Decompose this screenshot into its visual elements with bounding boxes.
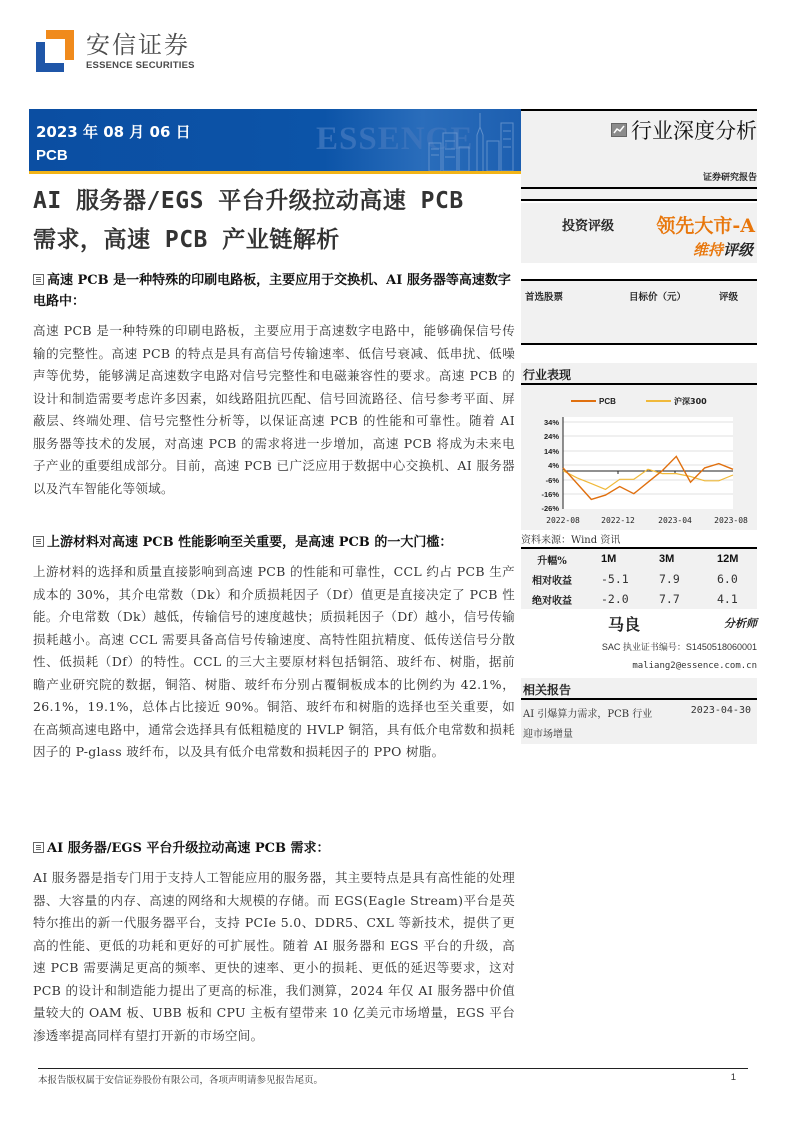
related-reports-heading: 相关报告 [521,678,757,700]
list-icon [33,842,44,853]
footer-disclaimer: 本报告版权属于安信证券股份有限公司，各项声明请参见报告尾页。 [38,1075,324,1086]
related-report-title-cont[interactable]: 迎市场增量 [523,729,573,740]
page-footer [38,1068,748,1086]
list-icon [33,536,44,547]
svg-text:14%: 14% [543,447,559,456]
section-heading: 高速 PCB 是一种特殊的印刷电路板，主要应用于交换机、AI 服务器等高速数字电路中： [33,273,511,309]
performance-heading: 行业表现 [521,363,757,385]
section-heading: AI 服务器/EGS 平台升级拉动高速 PCB 需求： [33,838,515,859]
logo-mark-icon [36,30,74,72]
svg-text:-26%: -26% [541,504,559,513]
analyst-role: 分析师 [724,617,757,630]
report-sector: PCB [36,147,68,164]
section-body: 上游材料的选择和质量直接影响到高速 PCB 的性能和可靠性，CCL 约占 PCB 生产成本的 30%，其介电常数（Dk）和介质损耗因子（Df）值更是直接决定了 PCB 性能。介电常数（Dk）越低，传输信号的速度越快；质损耗因子（Df）越小，信号传输损耗越小。高速 CCL 需要具备高信号传输速度、高特性阻抗精度、低传送信号分散性、低损耗（Df）的特性。CCL 的三大主要原材料包括铜箔、玻纤布、树脂，据前瞻产业研究院的数据，铜箔、树脂、玻纤布分别占覆铜板成本的比例约为 42.1%，26.1%，19.1%，总体占比接近 90%。铜箔、玻纤布和树脂的选择也至关重要，如在高频高速电路中，通常会选择具有低粗糙度的 HVLP 铜箔，具有低介电常数和损耗因子的 P-glass 玻纤布，以及具有低介电常数和损耗因子的 PPO 树脂。 [33,564,515,759]
performance-table [521,547,757,609]
stock-picks-table [521,279,757,345]
logo-name-cn: 安信证券 [86,30,190,59]
section-2 [33,532,515,764]
section-1 [33,270,515,500]
header-divider [521,189,757,201]
table-row: 相对收益 -5.1 7.9 6.0 [532,572,738,587]
col-target-price: 目标价（元） [629,292,687,303]
line-chart-icon [611,123,627,137]
rating-maintain: 维持评级 [692,241,753,259]
list-icon [33,274,44,285]
report-date: 2023 年 08 月 06 日 [36,123,191,141]
section-heading: 上游材料对高速 PCB 性能影响至关重要，是高速 PCB 的一大门槛： [33,532,515,553]
related-report-title[interactable]: AI 引爆算力需求，PCB 行业 [523,709,653,720]
performance-chart [521,385,757,530]
table-row: 绝对收益 -2.0 7.7 4.1 [532,592,738,607]
related-report-date: 2023-04-30 [690,705,751,716]
page-number: 1 [730,1072,736,1083]
svg-text:-16%: -16% [541,490,559,499]
col-rating: 评级 [719,292,739,303]
svg-text:4%: 4% [548,461,559,470]
table-header-row: 升幅% 1M 3M 12M [537,553,739,567]
logo-name-en: ESSENCE SECURITIES [86,59,195,71]
analyst-sac: SAC 执业证书编号：S1450518060001 [601,642,757,652]
rating-label: 投资评级 [562,219,615,234]
chart-source: 资料来源：Wind 资讯 [521,535,621,546]
svg-text:34%: 34% [543,418,559,427]
related-report-item[interactable] [521,700,757,744]
page-title: AI 服务器/EGS 平台升级拉动高速 PCB 需求，高速 PCB 产业链解析 [33,188,464,253]
svg-text:2022-08: 2022-08 [546,516,580,525]
rating-panel [521,203,757,263]
company-logo [36,30,195,72]
report-type: 行业深度分析 [631,119,757,143]
rating-value: 领先大市-A [656,215,755,237]
svg-text:2023-04: 2023-04 [658,516,692,525]
svg-text:2023-08: 2023-08 [714,516,748,525]
section-body: AI 服务器是指专门用于支持人工智能应用的服务器，其主要特点是具有高性能的处理器、大容量的内存、高速的网络和大规模的存储。而 EGS(Eagle Stream)平台是英特尔推出的新一代服务器平台，支持 PCIe 5.0、DDR5、CXL 等新技术，提供了更高的性能、更低的功耗和更好的可扩展性。随着 AI 服务器和 EGS 平台的升级，高速 PCB 需要满足更高的频率、更快的速率、更小的损耗、更低的延迟等要求，这对 PCB 的设计和制造能力提出了更高的标准，我们测算，2024 年仅 AI 服务器中价值量较大的 OAM 板、UBB 板和 CPU 主板有望带来 10 亿美元市场增量，EGS 平台渗透率提高同样有望打开新的市场空间。 [33,870,515,1043]
svg-text:24%: 24% [543,432,559,441]
analyst-email[interactable]: maliang2@essence.com.cn [632,661,757,671]
legend-hs300: 沪深300 [674,397,707,406]
report-subtitle: 证券研究报告 [521,167,757,189]
header-banner [29,109,521,174]
banner-watermark: ESSENCE [316,121,474,157]
analyst-name: 马良 [608,615,641,634]
svg-text:-6%: -6% [545,476,559,485]
col-stock: 首选股票 [525,292,564,303]
svg-text:2022-12: 2022-12 [601,516,635,525]
legend-pcb: PCB [599,397,616,406]
section-3 [33,838,515,1047]
report-type-panel [521,109,757,167]
section-body: 高速 PCB 是一种特殊的印刷电路板，主要应用于高速数字电路中，能够确保信号传输的完整性。高速 PCB 的特点是具有高信号传输速率、低信号衰减、低串扰、低噪声等优势，能够满足高速数字电路对信号完整性和电磁兼容性的要求。高速 PCB 的设计和制造需要考虑许多因素，如线路阻抗匹配、信号回流路径、信号参考平面、屏蔽层、终端处理、信号完整性分析等，以保证高速 PCB 的性能和可靠性。随着 AI 服务器等技术的发展，对高速 PCB 的需求将进一步增加，高速 PCB 将成为未来电子产业的重要组成部分。目前，高速 PCB 已广泛应用于数据中心交换机、AI 服务器以及汽车智能化等领域。 [33,323,515,496]
city-skyline-icon [427,113,517,171]
